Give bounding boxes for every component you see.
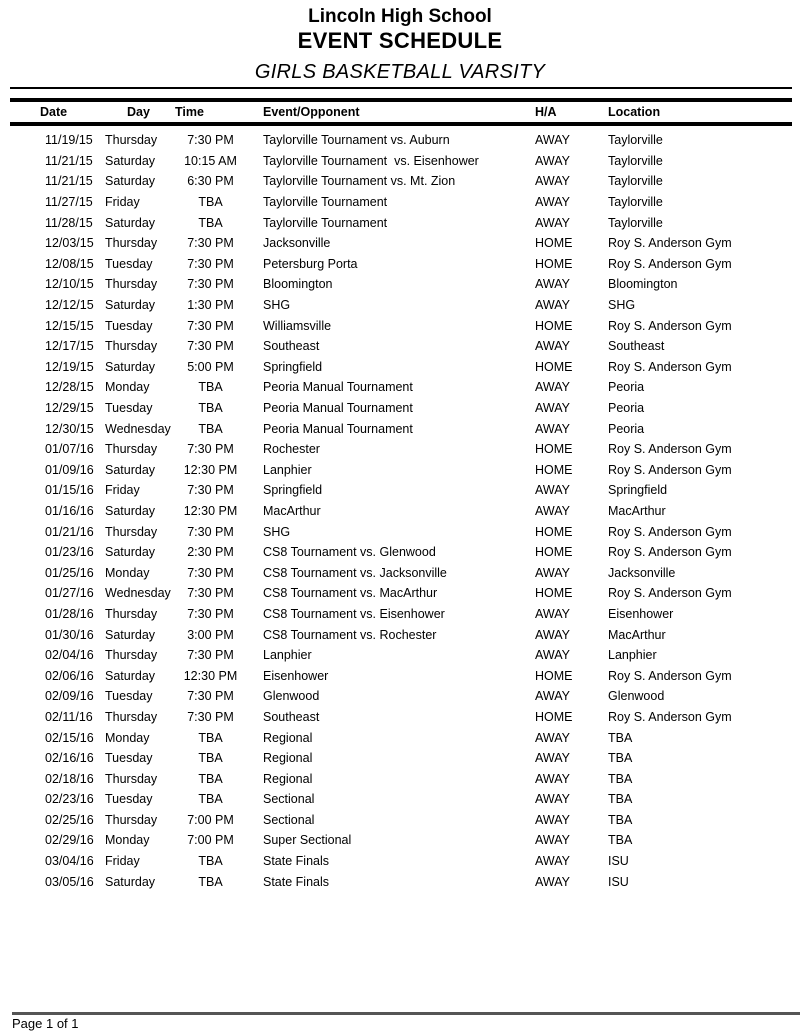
event-cell: State Finals — [263, 854, 330, 869]
location-cell: Roy S. Anderson Gym — [608, 545, 732, 560]
schedule-row — [10, 748, 792, 769]
day-cell: Saturday — [105, 874, 156, 889]
ha-cell: HOME — [535, 442, 573, 457]
time-cell: TBA — [198, 792, 223, 807]
event-cell: Rochester — [263, 442, 320, 457]
date-cell: 01/30/16 — [45, 627, 94, 642]
location-cell: Taylorville — [608, 195, 663, 210]
date-cell: 02/09/16 — [45, 689, 94, 704]
day-cell: Saturday — [105, 462, 156, 477]
event-cell: CS8 Tournament vs. Jacksonville — [263, 565, 447, 580]
day-cell: Thursday — [105, 339, 158, 354]
time-cell: 7:30 PM — [187, 442, 234, 457]
date-cell: 01/23/16 — [45, 545, 94, 560]
schedule-row — [10, 439, 792, 460]
schedule-row — [10, 460, 792, 481]
location-cell: Roy S. Anderson Gym — [608, 318, 732, 333]
event-cell: Taylorville Tournament vs. Eisenhower — [263, 153, 479, 168]
day-cell: Saturday — [105, 627, 156, 642]
event-cell: Regional — [263, 751, 313, 766]
event-cell: CS8 Tournament vs. Glenwood — [263, 545, 436, 560]
day-cell: Thursday — [105, 812, 158, 827]
day-cell: Monday — [105, 833, 150, 848]
ha-cell: AWAY — [535, 648, 570, 663]
schedule-row — [10, 645, 792, 666]
time-cell: 7:30 PM — [187, 277, 234, 292]
date-cell: 12/03/15 — [45, 236, 94, 251]
event-cell: Peoria Manual Tournament — [263, 421, 413, 436]
day-cell: Thursday — [105, 133, 158, 148]
schedule-body — [10, 124, 792, 892]
schedule-row — [10, 151, 792, 172]
day-cell: Thursday — [105, 277, 158, 292]
event-cell: Williamsville — [263, 318, 332, 333]
event-cell: Taylorville Tournament — [263, 195, 388, 210]
location-cell: Springfield — [608, 483, 668, 498]
ha-cell: HOME — [535, 586, 573, 601]
event-cell: Peoria Manual Tournament — [263, 401, 413, 416]
ha-cell: AWAY — [535, 421, 570, 436]
date-cell: 03/05/16 — [45, 874, 94, 889]
schedule-row — [10, 171, 792, 192]
location-cell: Bloomington — [608, 277, 678, 292]
schedule-row — [10, 377, 792, 398]
date-cell: 01/07/16 — [45, 442, 94, 457]
column-header-location: Location — [589, 100, 792, 124]
schedule-row — [10, 583, 792, 604]
date-cell: 02/18/16 — [45, 771, 94, 786]
day-cell: Friday — [105, 854, 140, 869]
location-cell: Roy S. Anderson Gym — [608, 668, 732, 683]
ha-cell: HOME — [535, 256, 573, 271]
location-cell: Southeast — [608, 339, 665, 354]
day-cell: Saturday — [105, 298, 156, 313]
time-cell: 7:30 PM — [187, 606, 234, 621]
day-cell: Tuesday — [105, 751, 153, 766]
document-title: EVENT SCHEDULE — [297, 28, 503, 53]
ha-cell: AWAY — [535, 133, 570, 148]
ha-cell: AWAY — [535, 606, 570, 621]
schedule-row — [10, 851, 792, 872]
date-cell: 02/16/16 — [45, 751, 94, 766]
school-name: Lincoln High School — [308, 6, 492, 27]
time-cell: 2:30 PM — [187, 545, 234, 560]
ha-cell: AWAY — [535, 627, 570, 642]
day-cell: Thursday — [105, 442, 158, 457]
schedule-row — [10, 357, 792, 378]
time-cell: 7:30 PM — [187, 709, 234, 724]
time-cell: TBA — [198, 874, 223, 889]
day-cell: Tuesday — [105, 792, 153, 807]
location-cell: SHG — [608, 298, 636, 313]
schedule-row — [10, 768, 792, 789]
time-cell: 7:30 PM — [187, 565, 234, 580]
page-number: Page 1 of 1 — [12, 1016, 79, 1031]
schedule-row — [10, 686, 792, 707]
location-cell: TBA — [608, 771, 633, 786]
time-cell: TBA — [198, 771, 223, 786]
schedule-row — [10, 418, 792, 439]
time-cell: 12:30 PM — [183, 503, 238, 518]
time-cell: TBA — [198, 730, 223, 745]
event-cell: Sectional — [263, 792, 315, 807]
time-cell: 7:30 PM — [187, 256, 234, 271]
date-cell: 12/15/15 — [45, 318, 94, 333]
time-cell: 6:30 PM — [187, 174, 234, 189]
schedule-row — [10, 707, 792, 728]
top-divider — [10, 87, 792, 89]
ha-cell: AWAY — [535, 792, 570, 807]
ha-cell: AWAY — [535, 339, 570, 354]
event-cell: CS8 Tournament vs. MacArthur — [263, 586, 438, 601]
schedule-row — [10, 212, 792, 233]
location-cell: Roy S. Anderson Gym — [608, 586, 732, 601]
day-cell: Tuesday — [105, 689, 153, 704]
date-cell: 02/06/16 — [45, 668, 94, 683]
schedule-row — [10, 521, 792, 542]
date-cell: 12/28/15 — [45, 380, 94, 395]
day-cell: Thursday — [105, 606, 158, 621]
schedule-row — [10, 562, 792, 583]
time-cell: TBA — [198, 854, 223, 869]
ha-cell: AWAY — [535, 153, 570, 168]
day-cell: Wednesday — [105, 586, 171, 601]
event-cell: Petersburg Porta — [263, 256, 358, 271]
day-cell: Wednesday — [105, 421, 171, 436]
time-cell: TBA — [198, 215, 223, 230]
location-cell: TBA — [608, 812, 633, 827]
time-cell: 7:30 PM — [187, 339, 234, 354]
ha-cell: AWAY — [535, 298, 570, 313]
date-cell: 12/29/15 — [45, 401, 94, 416]
date-cell: 11/21/15 — [45, 174, 93, 189]
date-cell: 12/08/15 — [45, 256, 94, 271]
schedule-row — [10, 480, 792, 501]
day-cell: Monday — [105, 730, 150, 745]
day-cell: Thursday — [105, 709, 158, 724]
time-cell: 7:30 PM — [187, 689, 234, 704]
time-cell: 1:30 PM — [187, 298, 234, 313]
day-cell: Saturday — [105, 174, 156, 189]
location-cell: Taylorville — [608, 133, 663, 148]
day-cell: Friday — [105, 483, 140, 498]
date-cell: 12/17/15 — [45, 339, 94, 354]
date-cell: 12/12/15 — [45, 298, 94, 313]
date-cell: 01/15/16 — [45, 483, 94, 498]
event-cell: Bloomington — [263, 277, 333, 292]
time-cell: 7:30 PM — [187, 236, 234, 251]
location-cell: Peoria — [608, 421, 645, 436]
schedule-row — [10, 665, 792, 686]
column-header-time: Time — [175, 100, 246, 124]
date-cell: 02/29/16 — [45, 833, 94, 848]
time-cell: TBA — [198, 401, 223, 416]
time-cell: 5:00 PM — [187, 359, 234, 374]
date-cell: 02/23/16 — [45, 792, 94, 807]
event-cell: Eisenhower — [263, 668, 329, 683]
event-cell: Sectional — [263, 812, 315, 827]
ha-cell: HOME — [535, 236, 573, 251]
date-cell: 01/28/16 — [45, 606, 94, 621]
day-cell: Monday — [105, 565, 150, 580]
header-row — [10, 100, 792, 124]
ha-cell: HOME — [535, 359, 573, 374]
date-cell: 11/19/15 — [45, 133, 93, 148]
ha-cell: AWAY — [535, 833, 570, 848]
ha-cell: AWAY — [535, 689, 570, 704]
time-cell: 7:30 PM — [187, 133, 234, 148]
day-cell: Thursday — [105, 648, 158, 663]
day-cell: Tuesday — [105, 401, 153, 416]
schedule-row — [10, 233, 792, 254]
day-cell: Saturday — [105, 153, 156, 168]
date-cell: 12/30/15 — [45, 421, 94, 436]
schedule-row — [10, 727, 792, 748]
time-cell: TBA — [198, 195, 223, 210]
location-cell: ISU — [608, 874, 629, 889]
time-cell: 7:30 PM — [187, 524, 234, 539]
schedule-row — [10, 336, 792, 357]
ha-cell: AWAY — [535, 174, 570, 189]
column-header-date: Date — [10, 100, 105, 124]
ha-cell: AWAY — [535, 751, 570, 766]
event-cell: Springfield — [263, 359, 323, 374]
location-cell: Roy S. Anderson Gym — [608, 442, 732, 457]
time-cell: 7:30 PM — [187, 586, 234, 601]
location-cell: Peoria — [608, 401, 645, 416]
schedule-header — [10, 100, 792, 124]
date-cell: 12/10/15 — [45, 277, 94, 292]
schedule-row — [10, 810, 792, 831]
event-cell: Jacksonville — [263, 236, 331, 251]
event-cell: Taylorville Tournament vs. Auburn — [263, 133, 450, 148]
date-cell: 01/21/16 — [45, 524, 94, 539]
location-cell: Taylorville — [608, 174, 663, 189]
location-cell: Taylorville — [608, 215, 663, 230]
schedule-row — [10, 604, 792, 625]
time-cell: TBA — [198, 751, 223, 766]
day-cell: Saturday — [105, 359, 156, 374]
ha-cell: HOME — [535, 545, 573, 560]
location-cell: TBA — [608, 833, 633, 848]
schedule-row — [10, 501, 792, 522]
document-header — [0, 0, 800, 84]
date-cell: 02/15/16 — [45, 730, 94, 745]
schedule-row — [10, 624, 792, 645]
schedule-row — [10, 192, 792, 213]
event-cell: Lanphier — [263, 462, 312, 477]
event-cell: Southeast — [263, 339, 320, 354]
event-cell: Taylorville Tournament — [263, 215, 388, 230]
column-header-ha: H/A — [516, 100, 589, 124]
ha-cell: AWAY — [535, 503, 570, 518]
location-cell: Roy S. Anderson Gym — [608, 709, 732, 724]
day-cell: Monday — [105, 380, 150, 395]
event-cell: Regional — [263, 771, 313, 786]
date-cell: 01/27/16 — [45, 586, 94, 601]
date-cell: 01/09/16 — [45, 462, 94, 477]
ha-cell: AWAY — [535, 854, 570, 869]
ha-cell: AWAY — [535, 277, 570, 292]
event-cell: Glenwood — [263, 689, 320, 704]
event-cell: Regional — [263, 730, 313, 745]
location-cell: Roy S. Anderson Gym — [608, 359, 732, 374]
location-cell: ISU — [608, 854, 629, 869]
ha-cell: AWAY — [535, 771, 570, 786]
time-cell: TBA — [198, 380, 223, 395]
schedule-row — [10, 830, 792, 851]
schedule-row — [10, 274, 792, 295]
column-header-day: Day — [105, 100, 175, 124]
ha-cell: HOME — [535, 668, 573, 683]
ha-cell: HOME — [535, 524, 573, 539]
time-cell: 12:30 PM — [183, 668, 238, 683]
date-cell: 02/11/16 — [45, 709, 93, 724]
location-cell: Jacksonville — [608, 565, 676, 580]
day-cell: Saturday — [105, 668, 156, 683]
schedule-row — [10, 124, 792, 151]
day-cell: Saturday — [105, 545, 156, 560]
ha-cell: AWAY — [535, 812, 570, 827]
event-cell: Taylorville Tournament vs. Mt. Zion — [263, 174, 456, 189]
ha-cell: AWAY — [535, 565, 570, 580]
date-cell: 11/21/15 — [45, 153, 93, 168]
schedule-row — [10, 315, 792, 336]
location-cell: MacArthur — [608, 627, 666, 642]
location-cell: TBA — [608, 730, 633, 745]
location-cell: Roy S. Anderson Gym — [608, 236, 732, 251]
schedule-row — [10, 398, 792, 419]
ha-cell: HOME — [535, 318, 573, 333]
event-cell: Springfield — [263, 483, 323, 498]
ha-cell: AWAY — [535, 380, 570, 395]
day-cell: Saturday — [105, 215, 156, 230]
ha-cell: AWAY — [535, 401, 570, 416]
event-cell: Peoria Manual Tournament — [263, 380, 413, 395]
ha-cell: AWAY — [535, 195, 570, 210]
date-cell: 01/16/16 — [45, 503, 94, 518]
date-cell: 01/25/16 — [45, 565, 94, 580]
ha-cell: AWAY — [535, 483, 570, 498]
location-cell: TBA — [608, 792, 633, 807]
time-cell: 7:30 PM — [187, 483, 234, 498]
time-cell: 7:00 PM — [187, 812, 234, 827]
event-cell: CS8 Tournament vs. Rochester — [263, 627, 437, 642]
day-cell: Thursday — [105, 236, 158, 251]
event-cell: Lanphier — [263, 648, 312, 663]
day-cell: Tuesday — [105, 256, 153, 271]
time-cell: 7:30 PM — [187, 318, 234, 333]
event-cell: SHG — [263, 524, 291, 539]
date-cell: 11/27/15 — [45, 195, 93, 210]
location-cell: Peoria — [608, 380, 645, 395]
time-cell: 7:00 PM — [187, 833, 234, 848]
location-cell: Roy S. Anderson Gym — [608, 462, 732, 477]
location-cell: MacArthur — [608, 503, 666, 518]
day-cell: Tuesday — [105, 318, 153, 333]
location-cell: Roy S. Anderson Gym — [608, 524, 732, 539]
date-cell: 11/28/15 — [45, 215, 93, 230]
time-cell: 3:00 PM — [187, 627, 234, 642]
document-subtitle: GIRLS BASKETBALL VARSITY — [254, 61, 546, 83]
time-cell: 7:30 PM — [187, 648, 234, 663]
location-cell: Roy S. Anderson Gym — [608, 256, 732, 271]
schedule-row — [10, 871, 792, 892]
location-cell: TBA — [608, 751, 633, 766]
event-cell: SHG — [263, 298, 291, 313]
event-cell: State Finals — [263, 874, 330, 889]
schedule-row — [10, 254, 792, 275]
event-cell: MacArthur — [263, 503, 321, 518]
schedule-row — [10, 542, 792, 563]
ha-cell: HOME — [535, 709, 573, 724]
time-cell: 12:30 PM — [183, 462, 238, 477]
ha-cell: AWAY — [535, 215, 570, 230]
event-cell: Southeast — [263, 709, 320, 724]
schedule-table — [10, 98, 792, 892]
ha-cell: HOME — [535, 462, 573, 477]
day-cell: Friday — [105, 195, 140, 210]
column-header-event-opponent: Event/Opponent — [246, 100, 516, 124]
event-cell: Super Sectional — [263, 833, 352, 848]
location-cell: Lanphier — [608, 648, 657, 663]
time-cell: 10:15 AM — [184, 153, 237, 168]
date-cell: 02/04/16 — [45, 648, 94, 663]
date-cell: 02/25/16 — [45, 812, 94, 827]
day-cell: Thursday — [105, 771, 158, 786]
event-cell: CS8 Tournament vs. Eisenhower — [263, 606, 445, 621]
schedule-row — [10, 295, 792, 316]
schedule-row — [10, 789, 792, 810]
footer-divider — [12, 1012, 800, 1015]
day-cell: Saturday — [105, 503, 156, 518]
ha-cell: AWAY — [535, 730, 570, 745]
date-cell: 12/19/15 — [45, 359, 94, 374]
location-cell: Eisenhower — [608, 606, 674, 621]
date-cell: 03/04/16 — [45, 854, 94, 869]
day-cell: Thursday — [105, 524, 158, 539]
location-cell: Glenwood — [608, 689, 665, 704]
location-cell: Taylorville — [608, 153, 663, 168]
time-cell: TBA — [198, 421, 223, 436]
ha-cell: AWAY — [535, 874, 570, 889]
